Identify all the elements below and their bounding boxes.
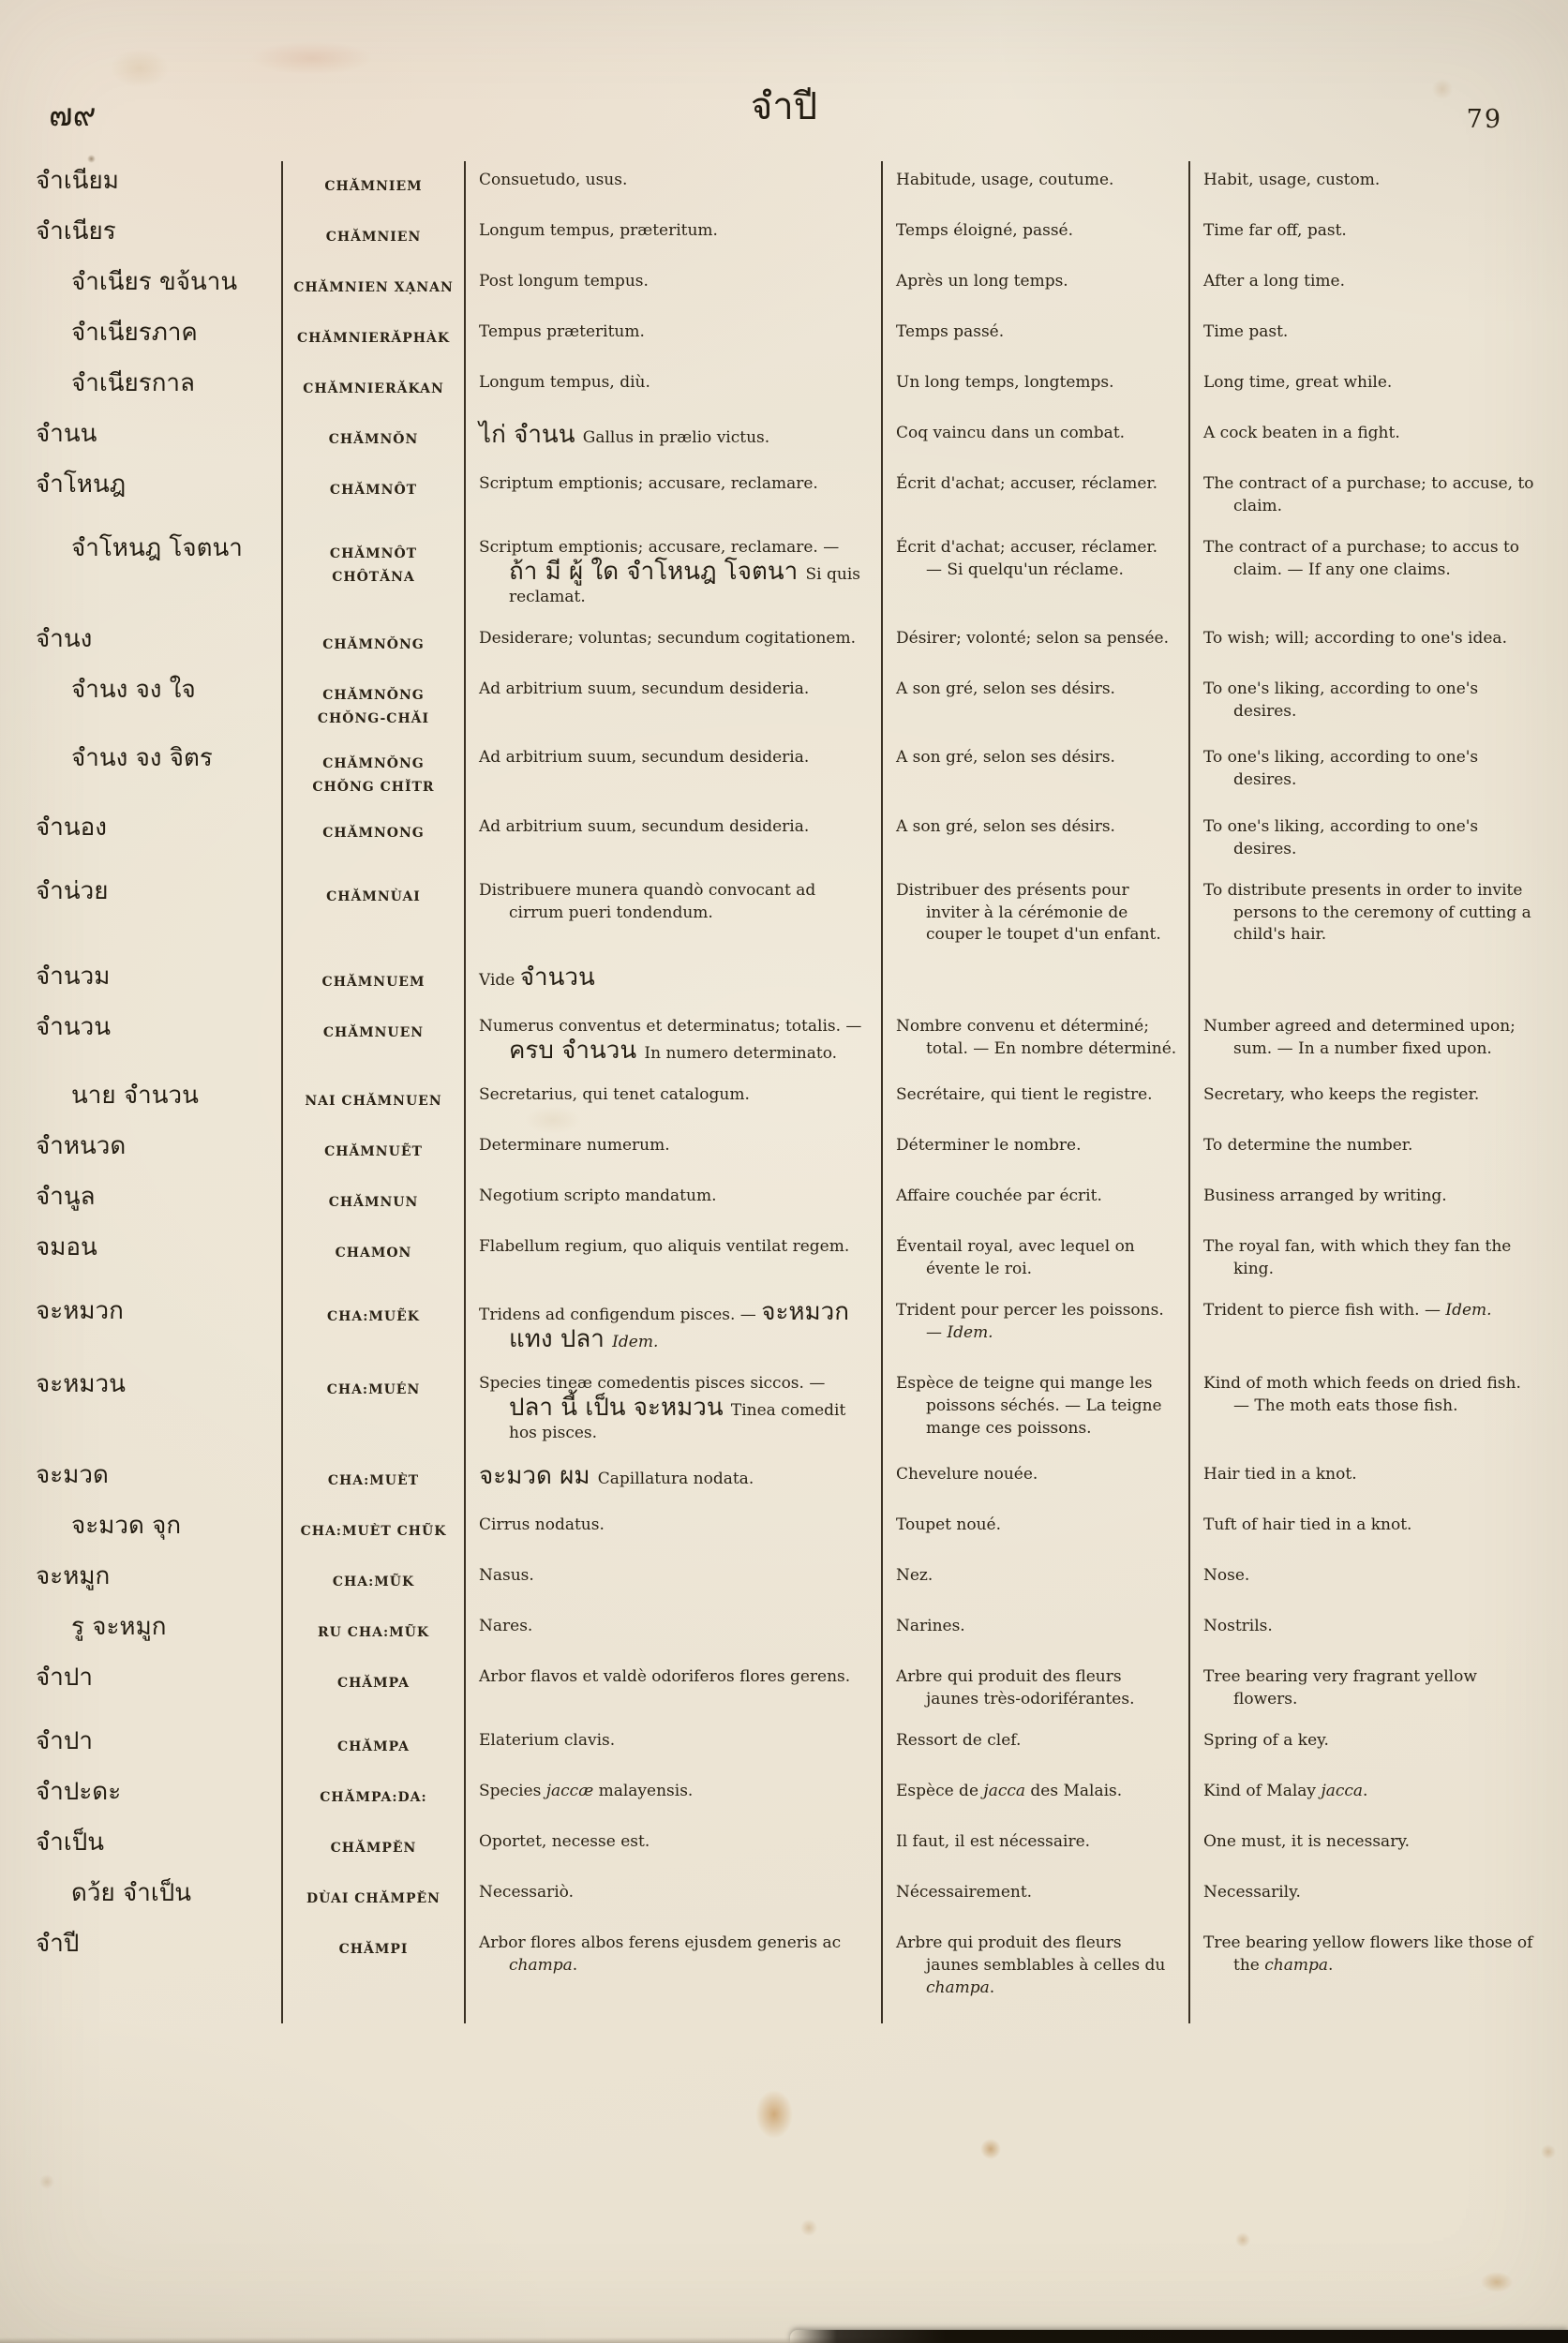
entry-romanization: CHĂMNŎNG CHŎNG CHĬTR bbox=[281, 739, 464, 807]
entry-romanization: CHĂMNŎN bbox=[281, 414, 464, 465]
entry-romanization: CHĂMNŎNG CHŎNG-CHĂI bbox=[281, 670, 464, 739]
entry-definition-french: Ressort de clef. bbox=[881, 1722, 1188, 1772]
entry-definition-latin: Arbor flavos et valdè odoriferos flores gerens. bbox=[464, 1658, 881, 1722]
entry-definition-latin: Numerus conventus et determinatus; totalis. — ครบ จำนวน In numero determinato. bbox=[464, 1007, 881, 1076]
entry-definition-french: Coq vaincu dans un combat. bbox=[881, 414, 1188, 465]
entry-definition-french: Arbre qui produit des fleurs jaunes très-odoriférantes. bbox=[881, 1658, 1188, 1722]
entry-definition-latin: Tempus præteritum. bbox=[464, 313, 881, 364]
entry-definition-english: Nostrils. bbox=[1188, 1607, 1546, 1658]
entry-romanization: CHĂMNUEM bbox=[281, 957, 464, 1007]
folio-number-thai: ๗๙ bbox=[49, 97, 97, 134]
entry-definition-french: Secrétaire, qui tient le registre. bbox=[881, 1076, 1188, 1127]
entry-definition-latin: Scriptum emptionis; accusare, reclamare. — ถ้า มี ผู้ ใด จำโหนฎ โจตนา Si quis reclamat. bbox=[464, 529, 881, 619]
entry-definition-latin: Desiderare; voluntas; secundum cogitationem. bbox=[464, 619, 881, 670]
entry-thai-word: จำเนียร ขจ้นาน bbox=[71, 268, 238, 296]
entry-definition-english: Tuft of hair tied in a knot. bbox=[1188, 1506, 1546, 1557]
entry-thai-word: จะหมูก bbox=[36, 1562, 111, 1591]
entry-definition-english: The royal fan, with which they fan the king. bbox=[1188, 1228, 1546, 1291]
scan-edge-dark-band bbox=[790, 2330, 1568, 2343]
entry-thai-word: จะมวด bbox=[36, 1461, 109, 1490]
entry-definition-french: Déterminer le nombre. bbox=[881, 1127, 1188, 1177]
entry-definition-latin: Secretarius, qui tenet catalogum. bbox=[464, 1076, 881, 1127]
entry-definition-english: Long time, great while. bbox=[1188, 364, 1546, 414]
entry-definition-french: A son gré, selon ses désirs. bbox=[881, 670, 1188, 739]
entry-romanization: CHĂMNONG bbox=[281, 808, 464, 872]
entry-definition-latin: Scriptum emptionis; accusare, reclamare. bbox=[464, 465, 881, 529]
entry-romanization: CHĂMNÙAI bbox=[281, 872, 464, 958]
entry-romanization: RU CHA:MŨK bbox=[281, 1607, 464, 1658]
entry-definition-latin: Distribuere munera quandò convocant ad cirrum pueri tondendum. bbox=[464, 872, 881, 958]
entry-definition-english: Tree bearing yellow flowers like those of the champa. bbox=[1188, 1924, 1546, 2010]
entry-thai-word: จำนน bbox=[36, 420, 97, 448]
entry-romanization: CHA:MŨK bbox=[281, 1557, 464, 1607]
entry-thai-word: จำเป็น bbox=[36, 1828, 104, 1858]
entry-definition-english: Time far off, past. bbox=[1188, 212, 1546, 262]
entry-romanization: CHĂMPI bbox=[281, 1924, 464, 2010]
entry-romanization: CHĂMPĔN bbox=[281, 1823, 464, 1873]
entry-thai-word: จำปา bbox=[36, 1664, 93, 1693]
entry-definition-english: Secretary, who keeps the register. bbox=[1188, 1076, 1546, 1127]
entry-definition-latin: Nasus. bbox=[464, 1557, 881, 1607]
entry-thai-word: จำเนียรกาล bbox=[71, 369, 195, 397]
entry-thai-word: ดว้ย จำเป็น bbox=[71, 1879, 191, 1908]
entry-romanization: CHĂMNÔT CHÔTĂNA bbox=[281, 529, 464, 619]
entry-definition-french: A son gré, selon ses désirs. bbox=[881, 808, 1188, 872]
entry-romanization: CHĂMNUẼT bbox=[281, 1127, 464, 1177]
entry-definition-french: Trident pour percer les poissons. — Idem. bbox=[881, 1291, 1188, 1365]
entry-definition-french: A son gré, selon ses désirs. bbox=[881, 739, 1188, 807]
entry-definition-latin: ไก่ จำนน Gallus in prælio victus. bbox=[464, 414, 881, 465]
entry-definition-french: Il faut, il est nécessaire. bbox=[881, 1823, 1188, 1873]
entry-definition-french: Narines. bbox=[881, 1607, 1188, 1658]
entry-definition-french: Temps passé. bbox=[881, 313, 1188, 364]
entry-definition-french: Après un long temps. bbox=[881, 262, 1188, 313]
page-header bbox=[0, 0, 1568, 159]
entry-definition-english: Business arranged by writing. bbox=[1188, 1177, 1546, 1228]
entry-definition-french: Nombre convenu et déterminé; total. — En nombre déterminé. bbox=[881, 1007, 1188, 1076]
entry-romanization: CHAMON bbox=[281, 1228, 464, 1291]
entry-definition-latin: Longum tempus, diù. bbox=[464, 364, 881, 414]
entry-definition-french: Écrit d'achat; accuser, réclamer. bbox=[881, 465, 1188, 529]
entry-definition-latin: Species tineæ comedentis pisces siccos. — ปลา นี้ เป็น จะหมวน Tinea comedit hos pisces. bbox=[464, 1365, 881, 1455]
entry-definition-latin: Ad arbitrium suum, secundum desideria. bbox=[464, 670, 881, 739]
entry-romanization: CHĂMPA bbox=[281, 1658, 464, 1722]
entry-thai-word: จำเนียม bbox=[36, 167, 119, 195]
entry-romanization: CHĂMNIERĂKAN bbox=[281, 364, 464, 414]
entry-definition-latin: Cirrus nodatus. bbox=[464, 1506, 881, 1557]
entry-definition-english: Nose. bbox=[1188, 1557, 1546, 1607]
entry-definition-latin: Tridens ad configendum pisces. — จะหมวก แทง ปลา Idem. bbox=[464, 1291, 881, 1365]
entry-definition-french bbox=[881, 957, 1188, 1007]
entry-definition-latin: Negotium scripto mandatum. bbox=[464, 1177, 881, 1228]
entry-definition-english: To one's liking, according to one's desires. bbox=[1188, 670, 1546, 739]
entry-definition-latin: Species jaccæ malayensis. bbox=[464, 1772, 881, 1823]
entry-definition-english: To wish; will; according to one's idea. bbox=[1188, 619, 1546, 670]
entry-thai-word: จำปา bbox=[36, 1727, 93, 1756]
entry-romanization: CHĂMNIEN XẠNAN bbox=[281, 262, 464, 313]
entry-definition-english: To one's liking, according to one's desires. bbox=[1188, 808, 1546, 872]
entry-romanization: CHĂMPA bbox=[281, 1722, 464, 1772]
entry-romanization: CHĂMNUEN bbox=[281, 1007, 464, 1076]
entry-definition-english: A cock beaten in a fight. bbox=[1188, 414, 1546, 465]
entry-definition-latin: Vide จำนวน bbox=[464, 957, 881, 1007]
entry-thai-word: จำนูล bbox=[36, 1183, 96, 1212]
entry-thai-word: จะหมวน bbox=[36, 1370, 126, 1399]
entry-thai-word: นาย จำนวน bbox=[71, 1082, 199, 1111]
entry-definition-french: Écrit d'achat; accuser, réclamer. — Si quelqu'un réclame. bbox=[881, 529, 1188, 619]
entry-definition-latin: Necessariò. bbox=[464, 1873, 881, 1924]
entry-definition-english bbox=[1188, 957, 1546, 1007]
entry-romanization: CHA:MUÈT bbox=[281, 1455, 464, 1506]
entry-thai-word: จำเนียรภาค bbox=[71, 319, 198, 347]
entry-definition-french: Toupet noué. bbox=[881, 1506, 1188, 1557]
entry-definition-french: Affaire couchée par écrit. bbox=[881, 1177, 1188, 1228]
entry-definition-french: Espèce de jacca des Malais. bbox=[881, 1772, 1188, 1823]
entry-thai-word: จำนง bbox=[36, 624, 93, 653]
entry-definition-english: After a long time. bbox=[1188, 262, 1546, 313]
entry-definition-latin: Ad arbitrium suum, secundum desideria. bbox=[464, 808, 881, 872]
entry-thai-word: จำเนียร bbox=[36, 217, 116, 246]
entry-definition-french: Désirer; volonté; selon sa pensée. bbox=[881, 619, 1188, 670]
entry-thai-word: จำนง จง จิตร bbox=[71, 744, 213, 773]
entry-definition-english: One must, it is necessary. bbox=[1188, 1823, 1546, 1873]
entry-definition-latin: Consuetudo, usus. bbox=[464, 161, 881, 212]
foxing-stain bbox=[1481, 2272, 1513, 2292]
entry-definition-english: Number agreed and determined upon; sum. — In a number fixed upon. bbox=[1188, 1007, 1546, 1076]
entry-definition-english: Hair tied in a knot. bbox=[1188, 1455, 1546, 1506]
entry-romanization: CHĂMNIERĂPHÀK bbox=[281, 313, 464, 364]
table-rule-extension bbox=[1188, 2010, 1546, 2023]
entry-definition-english: Time past. bbox=[1188, 313, 1546, 364]
entry-thai-word: จำโหนฎ bbox=[36, 470, 127, 499]
entry-definition-french: Chevelure nouée. bbox=[881, 1455, 1188, 1506]
entry-romanization: DÙAI CHĂMPĔN bbox=[281, 1873, 464, 1924]
entry-romanization: CHĂMPA:DA: bbox=[281, 1772, 464, 1823]
entry-definition-english: Kind of moth which feeds on dried fish. — The moth eats those fish. bbox=[1188, 1365, 1546, 1455]
entry-romanization: CHĂMNIEN bbox=[281, 212, 464, 262]
table-rule-extension bbox=[28, 2010, 281, 2023]
entry-definition-latin: Post longum tempus. bbox=[464, 262, 881, 313]
entry-thai-word: จมอน bbox=[36, 1233, 97, 1262]
entry-definition-french: Distribuer des présents pour inviter à la cérémonie de couper le toupet d'un enfant. bbox=[881, 872, 1188, 958]
entry-definition-english: To distribute presents in order to invite persons to the ceremony of cutting a child's hair. bbox=[1188, 872, 1546, 958]
foxing-stain bbox=[39, 2174, 54, 2189]
entry-definition-french: Espèce de teigne qui mange les poissons séchés. — La teigne mange ces poissons. bbox=[881, 1365, 1188, 1455]
entry-definition-latin: Flabellum regium, quo aliquis ventilat regem. bbox=[464, 1228, 881, 1291]
entry-romanization: CHĂMNIEM bbox=[281, 161, 464, 212]
entry-definition-english: Trident to pierce fish with. — Idem. bbox=[1188, 1291, 1546, 1365]
entry-romanization: CHĂMNŎNG bbox=[281, 619, 464, 670]
entry-thai-word: จำปะดะ bbox=[36, 1778, 122, 1807]
entry-definition-english: The contract of a purchase; to accuse, to claim. bbox=[1188, 465, 1546, 529]
entry-thai-word: จำน่วย bbox=[36, 876, 109, 905]
entry-definition-english: Spring of a key. bbox=[1188, 1722, 1546, 1772]
entry-definition-english: The contract of a purchase; to accus to claim. — If any one claims. bbox=[1188, 529, 1546, 619]
entry-definition-english: To one's liking, according to one's desires. bbox=[1188, 739, 1546, 807]
page-number: 79 bbox=[1466, 105, 1502, 134]
entry-thai-word: จำนวม bbox=[36, 963, 111, 992]
foxing-stain bbox=[755, 2090, 793, 2139]
entry-definition-latin: Nares. bbox=[464, 1607, 881, 1658]
entry-thai-word: จำปี bbox=[36, 1930, 80, 1959]
entry-definition-latin: Elaterium clavis. bbox=[464, 1722, 881, 1772]
table-rule-extension bbox=[464, 2010, 881, 2023]
foxing-stain bbox=[1541, 2144, 1556, 2159]
entry-definition-english: To determine the number. bbox=[1188, 1127, 1546, 1177]
entry-definition-french: Arbre qui produit des fleurs jaunes semblables à celles du champa. bbox=[881, 1924, 1188, 2010]
entry-romanization: CHĂMNÔT bbox=[281, 465, 464, 529]
foxing-stain bbox=[1235, 2232, 1250, 2247]
entry-definition-latin: Longum tempus, præteritum. bbox=[464, 212, 881, 262]
table-rule-extension bbox=[281, 2010, 464, 2023]
entry-definition-french: Nécessairement. bbox=[881, 1873, 1188, 1924]
entry-definition-english: Habit, usage, custom. bbox=[1188, 161, 1546, 212]
entry-definition-latin: จะมวด ผม Capillatura nodata. bbox=[464, 1455, 881, 1506]
entry-thai-word: จะมวด จุก bbox=[71, 1512, 182, 1541]
entry-thai-word: จะหมวก bbox=[36, 1297, 124, 1326]
entry-thai-word: จำหนวด bbox=[36, 1132, 127, 1161]
entry-definition-french: Un long temps, longtemps. bbox=[881, 364, 1188, 414]
entry-definition-french: Éventail royal, avec lequel on évente le roi. bbox=[881, 1228, 1188, 1291]
entry-definition-english: Necessarily. bbox=[1188, 1873, 1546, 1924]
dictionary-table bbox=[28, 161, 1546, 2023]
entry-definition-english: Tree bearing very fragrant yellow flowers. bbox=[1188, 1658, 1546, 1722]
entry-thai-word: จำนอง bbox=[36, 813, 107, 842]
entry-romanization: CHA:MUÉN bbox=[281, 1365, 464, 1455]
table-rule-extension bbox=[881, 2010, 1188, 2023]
entry-romanization: NAI CHĂMNUEN bbox=[281, 1076, 464, 1127]
entry-romanization: CHA:MUÈT CHŨK bbox=[281, 1506, 464, 1557]
entry-definition-latin: Arbor flores albos ferens ejusdem generis ac champa. bbox=[464, 1924, 881, 2010]
running-head-thai: จำปี bbox=[750, 85, 818, 128]
entry-definition-french: Nez. bbox=[881, 1557, 1188, 1607]
entry-definition-latin: Oportet, necesse est. bbox=[464, 1823, 881, 1873]
entry-definition-french: Temps éloigné, passé. bbox=[881, 212, 1188, 262]
entry-thai-word: จำโหนฎ โจตนา bbox=[71, 533, 243, 562]
entry-romanization: CHA:MUẼK bbox=[281, 1291, 464, 1365]
foxing-stain bbox=[980, 2139, 1001, 2159]
entry-definition-english: Kind of Malay jacca. bbox=[1188, 1772, 1546, 1823]
foxing-stain bbox=[800, 2219, 817, 2236]
entry-thai-word: รู จะหมูก bbox=[71, 1613, 167, 1642]
entry-definition-french: Habitude, usage, coutume. bbox=[881, 161, 1188, 212]
entry-thai-word: จำนง จง ใจ bbox=[71, 675, 196, 704]
entry-thai-word: จำนวน bbox=[36, 1013, 111, 1042]
entry-definition-latin: Determinare numerum. bbox=[464, 1127, 881, 1177]
entry-definition-latin: Ad arbitrium suum, secundum desideria. bbox=[464, 739, 881, 807]
entry-romanization: CHĂMNUN bbox=[281, 1177, 464, 1228]
